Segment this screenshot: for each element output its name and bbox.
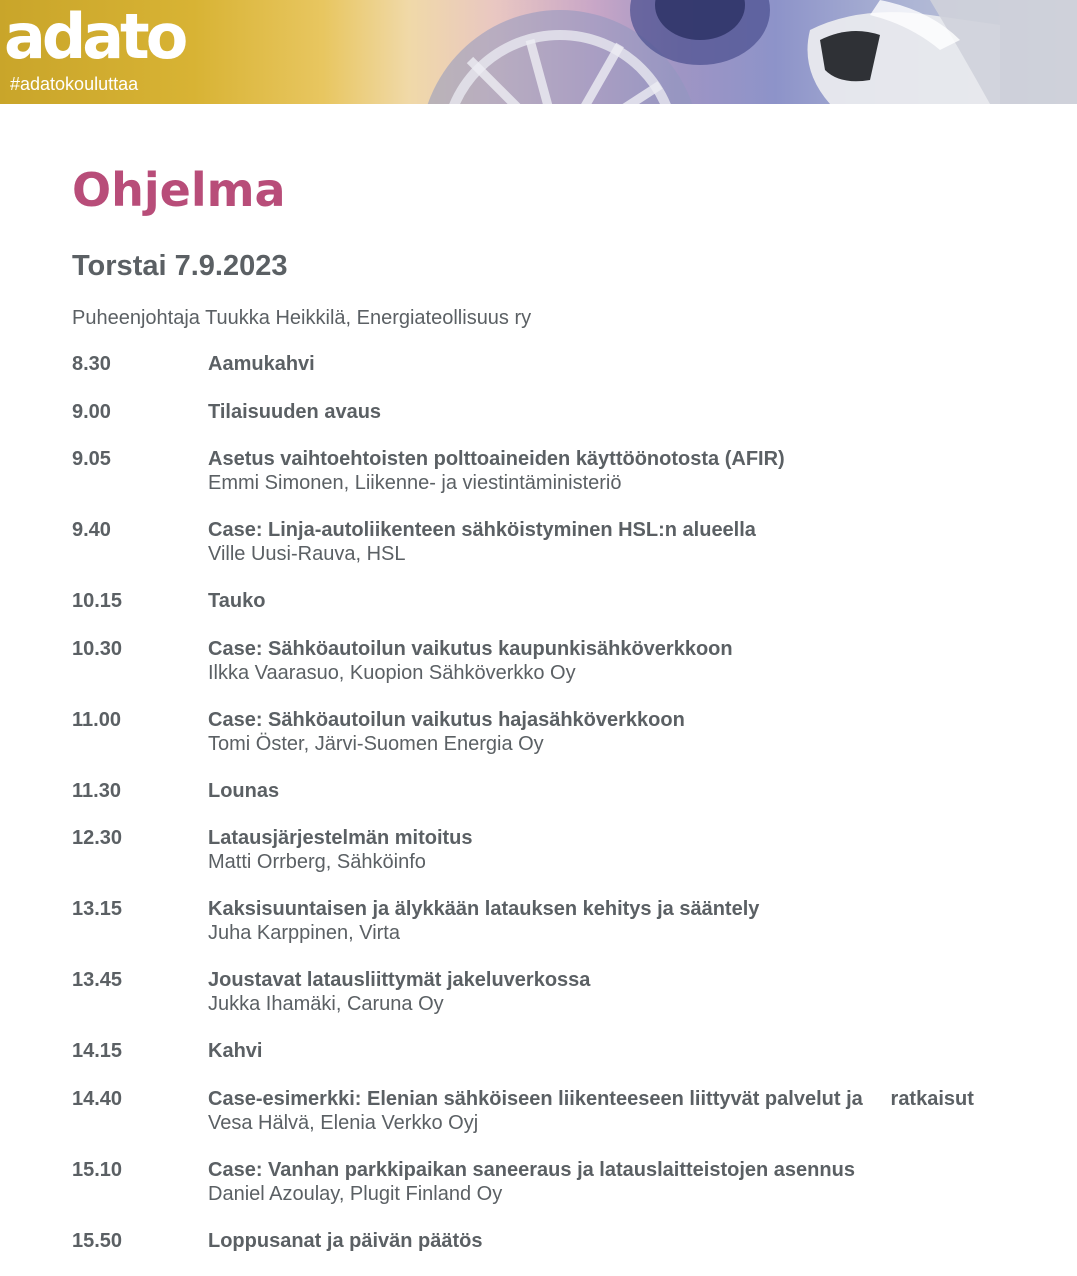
adato-logo: adato: [4, 2, 184, 72]
agenda-time: 15.50: [72, 1229, 192, 1253]
agenda-time: 9.40: [72, 518, 192, 542]
agenda-time: 11.30: [72, 779, 192, 803]
agenda-time: 14.15: [72, 1039, 192, 1063]
agenda-speaker: Matti Orrberg, Sähköinfo: [208, 850, 426, 874]
agenda-time: 11.00: [72, 708, 192, 732]
agenda-speaker: Emmi Simonen, Liikenne- ja viestintäministeriö: [208, 471, 622, 495]
agenda-time: 13.45: [72, 968, 192, 992]
agenda-item: [72, 897, 1062, 968]
agenda-speaker: Ville Uusi-Rauva, HSL: [208, 542, 406, 566]
agenda-item: [72, 352, 1062, 400]
agenda-item: [72, 589, 1062, 637]
agenda-speaker: Juha Karppinen, Virta: [208, 921, 400, 945]
agenda-topic: Tauko: [208, 589, 265, 613]
agenda-topic: Case: Vanhan parkkipaikan saneeraus ja latauslaitteistojen asennus: [208, 1158, 855, 1182]
agenda-topic: Kahvi: [208, 1039, 262, 1063]
agenda-item: [72, 518, 1062, 589]
agenda-item: [72, 400, 1062, 448]
agenda-item: [72, 1158, 1062, 1229]
agenda-topic: Joustavat latausliittymät jakeluverkossa: [208, 968, 590, 992]
event-date: Torstai 7.9.2023: [72, 248, 287, 284]
agenda-topic: Case: Sähköautoilun vaikutus hajasähköverkkoon: [208, 708, 685, 732]
header-banner: [0, 0, 1077, 104]
agenda-topic: Kaksisuuntaisen ja älykkään latauksen kehitys ja sääntely: [208, 897, 759, 921]
agenda-topic: Lounas: [208, 779, 279, 803]
page-title: Ohjelma: [72, 160, 286, 220]
agenda-topic: Case-esimerkki: Elenian sähköiseen liikenteeseen liittyvät palvelut ja ratkaisut: [208, 1087, 974, 1111]
agenda-speaker: Daniel Azoulay, Plugit Finland Oy: [208, 1182, 502, 1206]
agenda-time: 14.40: [72, 1087, 192, 1111]
agenda-item: [72, 1087, 1062, 1158]
agenda-topic: Asetus vaihtoehtoisten polttoaineiden käyttöönotosta (AFIR): [208, 447, 785, 471]
agenda-time: 13.15: [72, 897, 192, 921]
agenda-item: [72, 637, 1062, 708]
agenda-topic: Tilaisuuden avaus: [208, 400, 381, 424]
tagline: #adatokouluttaa: [10, 73, 138, 95]
agenda-speaker: Ilkka Vaarasuo, Kuopion Sähköverkko Oy: [208, 661, 576, 685]
agenda-item: [72, 968, 1062, 1039]
agenda-item: [72, 708, 1062, 779]
agenda-time: 10.15: [72, 589, 192, 613]
agenda-topic: Latausjärjestelmän mitoitus: [208, 826, 473, 850]
agenda-topic: Aamukahvi: [208, 352, 315, 376]
agenda-time: 9.00: [72, 400, 192, 424]
agenda-item: [72, 1229, 1062, 1276]
agenda-topic: Case: Linja-autoliikenteen sähköistyminen HSL:n alueella: [208, 518, 756, 542]
agenda-topic: Loppusanat ja päivän päätös: [208, 1229, 483, 1253]
agenda-time: 10.30: [72, 637, 192, 661]
agenda-time: 12.30: [72, 826, 192, 850]
agenda-time: 15.10: [72, 1158, 192, 1182]
agenda-item: [72, 1039, 1062, 1087]
agenda-time: 9.05: [72, 447, 192, 471]
agenda-item: [72, 779, 1062, 827]
agenda-item: [72, 447, 1062, 518]
agenda-item: [72, 826, 1062, 897]
agenda-list: [72, 352, 1062, 1276]
agenda-speaker: Tomi Öster, Järvi-Suomen Energia Oy: [208, 732, 544, 756]
agenda-time: 8.30: [72, 352, 192, 376]
agenda-speaker: Vesa Hälvä, Elenia Verkko Oyj: [208, 1111, 478, 1135]
agenda-topic: Case: Sähköautoilun vaikutus kaupunkisähköverkkoon: [208, 637, 733, 661]
agenda-speaker: Jukka Ihamäki, Caruna Oy: [208, 992, 444, 1016]
chairperson: Puheenjohtaja Tuukka Heikkilä, Energiateollisuus ry: [72, 306, 531, 330]
